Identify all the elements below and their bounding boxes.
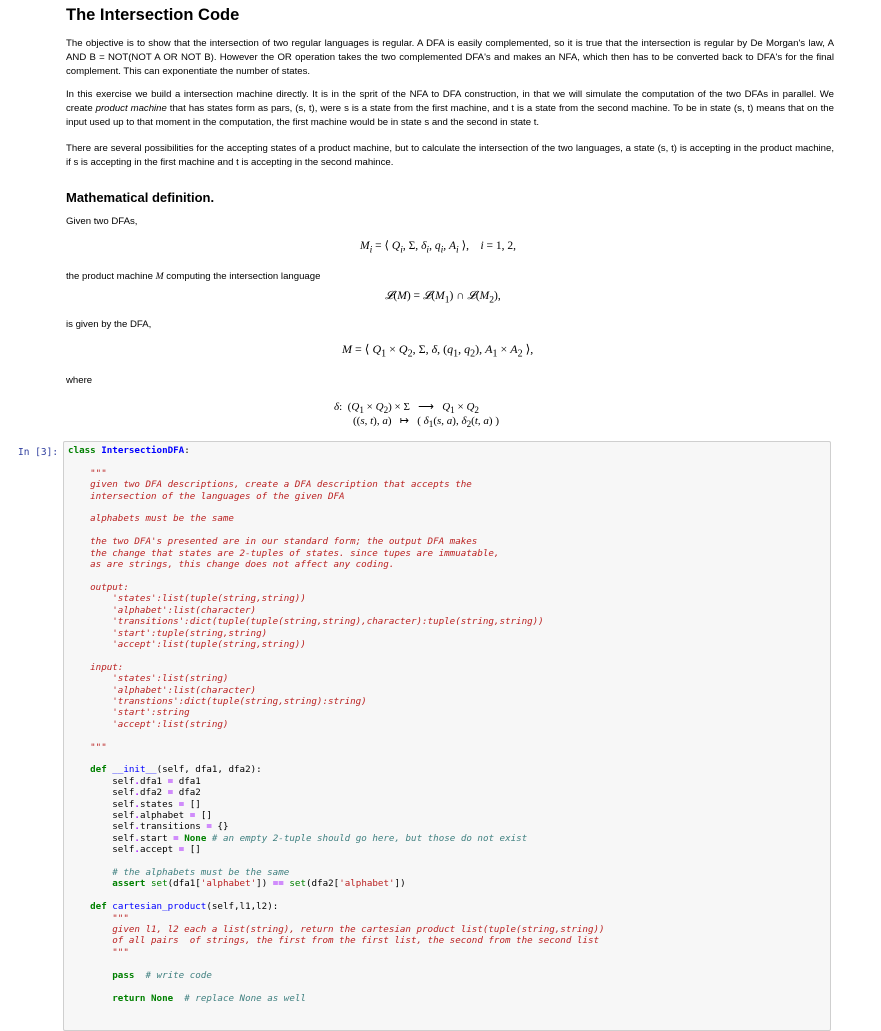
product-machine-label: the product machine M computing the intersection language <box>66 271 321 282</box>
exercise-paragraph <box>66 88 834 130</box>
intro-paragraph <box>66 37 834 79</box>
math-heading: Mathematical definition. <box>66 190 215 205</box>
paragraph-1: The objective is to show that the intersection of two regular languages is regular. A DFA is easily complemented, so it is true that the intersection is regular by De Morgan's law, A AND B = NOT(NOT A OR NOT B). However the OR operation takes the two complemented DFA's and makes an NFA, which then has to be converted back to DFA's for the final complement. This can exponentiate the number of states. <box>66 38 834 77</box>
equation-product: M = ⟨ $Q_1 \times Q_2$, Σ, δ, ($q_1$, $q_2$), $A_1 \times A_2$ ⟩, <box>342 342 534 360</box>
given-by-label: is given by the DFA, <box>66 319 152 330</box>
equation-delta-mapping: ((s, t), a) ↦ ( $\delta_1(s$, a), $\delta_2(t$, a) ) <box>353 415 499 430</box>
paragraph-2: In this exercise we build a intersection machine directly. It is in the sprit of the NFA to DFA construction, in that we will simulate the computation of the two DFAs in parallel. We create product machine that has states form as pars, (s, t), were s is a state from the first machine, and t is a state from the second machine. To be in state (s, t) means that on the input used up to that moment in the computation, the first machine would be in state s and the second in state t. <box>66 89 834 128</box>
given-label: Given two DFAs, <box>66 216 138 227</box>
paragraph-3: There are several possibilities for the accepting states of a product machine, but to calculate the intersection of the two languages, a state (s, t) is accepting in the product machine, if s is accepting in the first machine and t is accepting in the second mahince. <box>66 143 834 168</box>
code-editor[interactable]: class IntersectionDFA: """ given two DFA descriptions, create a DFA description that accepts the intersection of the languages of the given DFA alphabets must be the same the two DFA's presented are in our standard form; the output DFA makes the change that states are 2-tuples of states. since tupes are immuatable, as are strings, this change does not affect any coding. output: 'states':list(tuple(string,string)) 'alphabet':list(character) 'transitions':dict(tuple(tuple(string,string),character):tuple(string,string)) 'start':tuple(string,string) 'accept':list(tuple(string,string)) input: 'states':list(string) 'alphabet':list(character) 'transtions':dict(tuple(string,string):string) 'start':string 'accept':list(string) """ def __init__(self, dfa1, dfa2): self.dfa1 = dfa1 self.dfa2 = dfa2 self.states = [] self.alphabet = [] self.transitions = {} self.start = None # an empty 2-tuple should go here, but those do not exist self.accept = [] # the alphabets must be the same assert set(dfa1['alphabet']) == set(dfa2['alphabet']) def cartesian_product(self,l1,l2): """ given l1, l2 each a list(string), return the cartesian product list(tuple(string,string)) of all pairs of strings, the first from the first list, the second from the second list """ pass # write code return None # replace None as well <box>68 445 605 1004</box>
where-label: where <box>66 375 93 386</box>
cell-prompt: In [3]: <box>18 447 59 458</box>
equation-language: 𝓛(M) = $𝓛(M_1)$ ∩ $𝓛(M_2)$, <box>385 290 501 306</box>
notebook-title: The Intersection Code <box>66 6 240 24</box>
accepting-paragraph <box>66 142 834 170</box>
equation-dfas: $M_i$ = ⟨ $Q_i$, Σ, $\delta_i$, $q_i$, $A_i$ ⟩, i = 1, 2, <box>360 240 517 256</box>
equation-delta-signature: δ: $(Q_1 \times Q_2) \times \Sigma$ ⟶ $Q_1 \times Q_2$ <box>334 401 479 416</box>
